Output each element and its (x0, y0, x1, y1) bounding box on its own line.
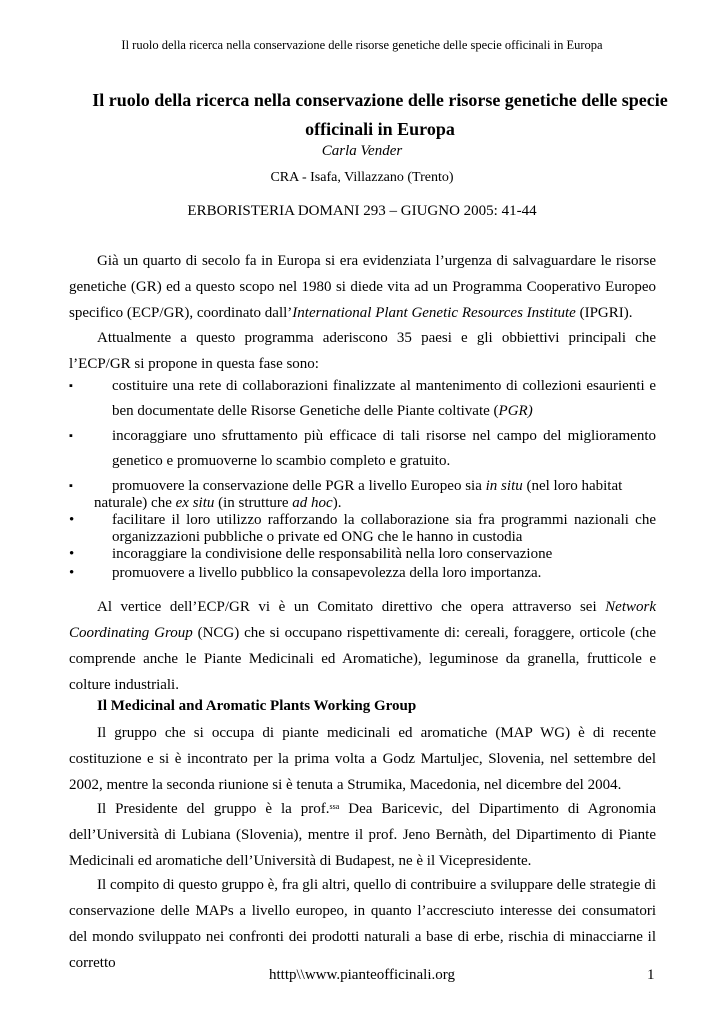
footer-url: htttp\\www.pianteofficinali.org (269, 967, 455, 983)
paragraph-working-group: Il gruppo che si occupa di piante medicinali ed aromatiche (MAP WG) è di recente costituzione e si è incontrato per la prima volta a Godz Martuljec, Slovenia, nel settembre del 2002, mentre la seconda riunione si è tenuta a Strumika, Macedonia, nel dicembre del 2004. (69, 725, 656, 793)
citation: ERBORISTERIA DOMANI 293 – GIUGNO 2005: 41-44 (187, 203, 537, 219)
superscript: ssa (329, 802, 340, 811)
ad-hoc-term: ad hoc (292, 495, 333, 511)
list-item-text-part: naturale) che (94, 495, 176, 511)
paragraph-committee-end: (NCG) che si occupano rispettivamente di: cereali, foraggere, orticole (che comprende anche le Piante Medicinali ed Aromatiche), leguminose da granella, frutticole e colture industriali. (69, 625, 656, 693)
dot-bullet-icon: • (69, 546, 75, 562)
paragraph-committee (69, 594, 656, 698)
list-item-text (112, 374, 656, 424)
pgr-abbrev: PGR) (498, 403, 533, 419)
list-item-text (112, 478, 656, 495)
in-situ-term: in situ (485, 478, 523, 494)
section-heading: Il Medicinal and Aromatic Plants Working Group (97, 698, 417, 714)
paragraph-task: Il compito di questo gruppo è, fra gli altri, quello di contribuire a sviluppare delle strategie di conservazione delle MAPs a livello europeo, in quanto l’accresciuto interesse dei consumatori del mondo sviluppato nei confronti dei prodotti naturali a base di erbe, rischia di minacciarne il corretto (69, 877, 656, 971)
list-item (69, 424, 656, 474)
title-line-2: officinali in Europa (305, 119, 455, 139)
list-item-text-part: promuovere la conservazione delle PGR a livello Europeo sia (112, 478, 486, 494)
list-item-text: promuovere a livello pubblico la consapevolezza della loro importanza. (112, 565, 542, 581)
ipgri-name: International Plant Genetic Resources Institute (292, 305, 576, 321)
ex-situ-term: ex situ (175, 495, 215, 511)
running-header: Il ruolo della ricerca nella conservazione delle risorse genetiche delle specie officinali in Europa (121, 38, 603, 52)
list-item-text-continuation (94, 495, 341, 512)
dot-bullet-icon: • (69, 565, 75, 581)
page-number: 1 (647, 967, 655, 983)
dot-bullet-icon: • (69, 512, 75, 528)
list-item-text-part: (in strutture (214, 495, 293, 511)
list-item-text-main: costituire una rete di collaborazioni finalizzate al mantenimento di collezioni esaurienti e ben documentate delle Risorse Genetiche delle Piante coltivate ( (112, 378, 656, 419)
affiliation: CRA - Isafa, Villazzano (Trento) (270, 170, 454, 185)
square-bullet-icon: ▪ (69, 430, 73, 442)
paragraph-intro (69, 248, 656, 326)
list-item (69, 478, 656, 512)
author: Carla Vender (321, 143, 403, 159)
ncg-name: Network Coordinating Group (69, 599, 656, 641)
paragraph-objectives: Attualmente a questo programma aderiscono 35 paesi e gli obbiettivi principali che l’ECP/GR si propone in questa fase sono: (69, 330, 656, 372)
list-item-text: facilitare il loro utilizzo rafforzando la collaborazione sia fra programmi nazionali che organizzazioni pubbliche o private ed ONG che le hanno in custodia (112, 512, 656, 545)
title-line-1: Il ruolo della ricerca nella conservazione delle risorse genetiche delle specie (92, 90, 668, 110)
paragraph-president (69, 796, 656, 874)
paragraph-intro-end: (IPGRI). (575, 305, 633, 321)
list-item-text: incoraggiare la condivisione delle responsabilità nella loro conservazione (112, 546, 553, 562)
paragraph-intro-text: Già un quarto di secolo fa in Europa si era evidenziata l’urgenza di salvaguardare le risorse genetiche (GR) ed a questo scopo nel 1980 si diede vita ad un Programma Cooperativo Europeo specifico (ECP/GR), coordinato dall’ (69, 253, 656, 321)
list-item (69, 565, 656, 582)
list-item (69, 512, 656, 546)
document-title (60, 86, 700, 144)
list-item-text: incoraggiare uno sfruttamento più efficace di tali risorse nel campo del miglioramento genetico e promuoverne lo scambio completo e gratuito. (112, 428, 656, 469)
list-item (69, 374, 656, 424)
list-item-text-part: (nel loro habitat (522, 478, 623, 494)
list-item-text-part: ). (332, 495, 342, 511)
paragraph-president-end: Dea Baricevic, del Dipartimento di Agronomia dell’Università di Lubiana (Slovenia), mentre il prof. Jeno Bernàth, del Dipartimento di Piante Medicinali ed aromatiche dell’Università di Budapest, ne è il Vicepresidente. (69, 801, 656, 869)
list-item (69, 546, 656, 563)
square-bullet-icon: ▪ (69, 480, 73, 492)
square-bullet-icon: ▪ (69, 380, 73, 392)
paragraph-committee-text: Al vertice dell’ECP/GR vi è un Comitato direttivo che opera attraverso sei (97, 599, 606, 615)
paragraph-president-text: Il Presidente del gruppo è la prof. (97, 801, 330, 817)
